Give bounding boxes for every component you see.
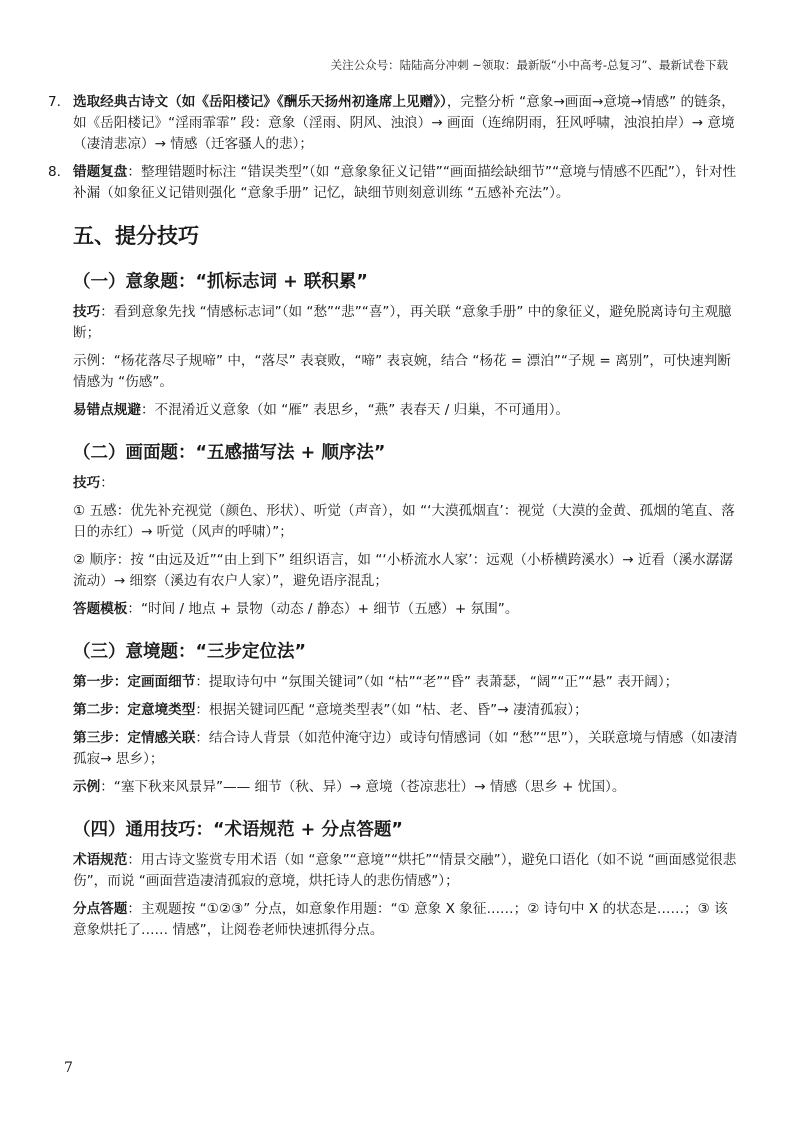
paragraph-text: ：“时间 / 地点 + 景物（动态 / 静态）+ 细节（五感）+ 氛围”。 [127,601,519,617]
paragraph-text: ： [100,475,114,491]
item-bold: 错题复盘 [73,164,128,180]
paragraph-text: ：“塞下秋来风景异”—— 细节（秋、异）→ 意境（苍凉悲壮）→ 情感（思乡 + 忧国）。 [100,779,626,795]
item-text: ：整理错题时标注 “错误类型”（如 “意象象征义记错”“画面描绘缺细节”“意境与情感不匹配”），针对性补漏（如象征义记错则强化 “意象手册” 记忆，缺细节则刻意训练 “五感补充法”）。 [73,164,737,201]
paragraph [48,777,738,798]
paragraph-label: 技巧 [73,475,101,491]
paragraph [48,302,738,344]
paragraph-text: ：根据关键词匹配 “意境类型表”（如 “枯、老、昏”→ 凄清孤寂）； [195,702,588,718]
paragraph-label: 第二步：定意境类型 [73,702,196,718]
paragraph-label: 术语规范 [73,852,128,868]
subsection-title-1: （一）意象题：“抓标志词 + 联积累” [73,272,368,292]
paragraph-text: ：看到意象先找 “情感标志词”（如 “愁”“悲”“喜”），再关联 “意象手册” 中的象征义，避免脱离诗句主观臆断； [73,304,732,341]
section-title: 五、提分技巧 [73,224,199,248]
paragraph [48,400,738,421]
paragraph-text: ：结合诗人背景（如范仲淹守边）或诗句情感词（如 “愁”“思”），关联意境与情感（如凄清孤寂→ 思乡）； [73,730,738,767]
paragraph: ① 五感：优先补充视觉（颜色、形状）、听觉（声音），如 “‘大漠孤烟直’：视觉（大漠的金黄、孤烟的笔直、落日的赤红）→ 听觉（风声的呼啸）”； [73,503,735,540]
page-number: 7 [64,1060,73,1076]
paragraph-label: 第一步：定画面细节 [73,674,196,690]
paragraph: ② 顺序：按 “由远及近”“由上到下” 组织语言，如 “‘小桥流水人家’：远观（小桥横跨溪水）→ 近看（溪水潺潺流动）→ 细察（溪边有农户人家）”，避免语序混乱； [73,552,733,589]
paragraph [48,599,738,620]
subsection-title-2: （二）画面题：“五感描写法 + 顺序法” [73,443,386,463]
item-text: ，完整分析 “意象→画面→意境→情感” 的链条，如《岳阳楼记》“淫雨霏霏” 段：意象（淫雨、阴风、浊浪）→ 画面（连绵阴雨，狂风呼啸，浊浪拍岸）→ 意境（凄清悲凉）→ 情感（迁客骚人的悲）； [73,94,735,152]
paragraph [48,700,738,721]
subsection-title-4: （四）通用技巧：“术语规范 + 分点答题” [73,820,403,840]
paragraph [48,473,738,494]
paragraph-text: ：主观题按 “①②③” 分点，如意象作用题：“① 意象 X 象征……；② 诗句中 X 的状态是……；③ 该意象烘托了…… 情感”，让阅卷老师快速抓得分点。 [73,901,728,938]
paragraph-label: 示例 [73,779,101,795]
item-number: 7. [48,94,61,110]
subsection-title-3: （三）意境题：“三步定位法” [73,642,307,662]
list-item [48,92,738,155]
paragraph [48,899,738,941]
paragraph-text: ：不混淆近义意象（如 “雁” 表思乡，“燕” 表春天 / 归巢，不可通用）。 [140,402,570,418]
paragraph [48,850,738,892]
paragraph: 示例：“杨花落尽子规啼” 中，“落尽” 表衰败，“啼” 表哀婉，结合 “杨花 = 漂泊”“子规 = 离别”，可快速判断情感为 “伤感”。 [73,353,731,390]
paragraph-label: 易错点规避 [73,402,141,418]
page-header: 关注公众号：陆陆高分冲刺 ~领取：最新版“小中高考-总复习”、最新试卷下载 [330,58,728,72]
item-bold: 选取经典古诗文（如《岳阳楼记》《酬乐天扬州初逢席上见赠》） [73,94,447,110]
paragraph [48,728,738,770]
paragraph-text: ：提取诗句中 “氛围关键词”（如 “枯”“老”“昏” 表萧瑟，“阔”“正”“悬” 表开阔）； [195,674,679,690]
list-item [48,162,738,204]
document-body [48,92,738,948]
paragraph-text: ：用古诗文鉴赏专用术语（如 “意象”“意境”“烘托”“情景交融”），避免口语化（如不说 “画面感觉很悲伤”，而说 “画面营造凄清孤寂的意境，烘托诗人的悲伤情感”）； [73,852,737,889]
paragraph [48,672,738,693]
item-number: 8. [48,164,61,180]
paragraph-label: 第三步：定情感关联 [73,730,196,746]
paragraph-label: 分点答题 [73,901,128,917]
paragraph-label: 技巧 [73,304,101,320]
paragraph-label: 答题模板 [73,601,128,617]
